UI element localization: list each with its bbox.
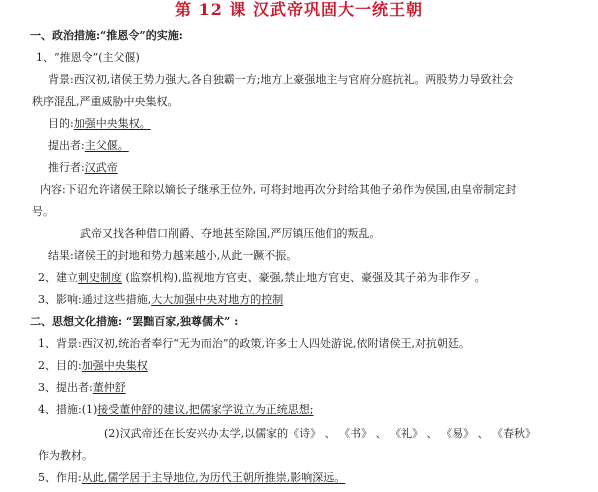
proposer-label: 提出者: xyxy=(48,139,85,152)
section-2-heading: 二、思想文化措施: “罢黜百家,独尊儒术” : xyxy=(30,315,239,328)
s2-purpose-value: 加强中央集权 xyxy=(81,359,148,372)
s2-proposer-line xyxy=(38,381,126,395)
background-paragraph-line-2: 秩序混乱,严重威胁中央集权。 xyxy=(32,95,179,108)
s2-measures-line-1 xyxy=(38,403,314,417)
content-paragraph-line-1 xyxy=(40,183,516,197)
section-1-sub-1: 1、“推恩令”(主父偃) xyxy=(36,51,140,64)
purpose-line xyxy=(48,117,151,131)
s2-measures-prefix: 4、措施:(1) xyxy=(38,403,98,416)
background-label: 背景: xyxy=(48,73,74,86)
s2-purpose-prefix: 2、目的: xyxy=(38,359,82,372)
item-2-line xyxy=(38,271,486,285)
section-1-heading: 一、政治措施:“推恩令”的实施: xyxy=(30,29,183,42)
result-text: 诸侯王的封地和势力越来越小,从此一蹶不振。 xyxy=(73,249,298,262)
s2-measures-line-2 xyxy=(104,427,536,441)
page-title: 第 12 课 汉武帝巩固大一统王朝 xyxy=(175,0,423,19)
promoter-label: 推行者: xyxy=(48,161,85,174)
purpose-label: 目的: xyxy=(48,117,74,130)
background-text: 西汉初,诸侯王势力强大,各自独霸一方;地方上豪强地主与官府分庭抗礼。两股势力导致社会 xyxy=(73,73,514,86)
background-paragraph-line-1 xyxy=(48,73,513,87)
s2-measures-1: 接受董仲舒的建议,把儒家学说立为正统思想; xyxy=(97,403,314,416)
promoter-line xyxy=(48,161,118,175)
s2-measures-line-3: 作为教材。 xyxy=(38,449,93,462)
content-text: 下诏允许诸侯王除以嫡长子继承王位外, 可将封地再次分封给其他子弟作为侯国,由皇帝制定封 xyxy=(65,183,517,196)
item-2-underlined: 刺史制度 xyxy=(78,271,122,284)
s2-proposer-prefix: 3、提出者: xyxy=(38,381,93,394)
purpose-value: 加强中央集权。 xyxy=(73,117,151,130)
item-3-prefix: 3、影响:通过这些措施, xyxy=(38,293,152,306)
s2-measures-2-prefix: (2) xyxy=(104,427,120,440)
s2-effect-value: 从此,儒学居于主导地位,为历代王朝所推崇,影响深远。 xyxy=(81,471,346,484)
s2-background-line: 1、背景:西汉初,统治者奉行“无为而治”的政策,许多士人四处游说,依附诸侯王,对抗朝廷。 xyxy=(38,337,470,350)
promoter-value: 汉武帝 xyxy=(84,161,118,174)
content-paragraph-line-2: 号。 xyxy=(32,205,54,218)
s2-proposer-value: 董仲舒 xyxy=(92,381,126,394)
extra-measures-line: 武帝又找各种借口削爵、夺地甚至除国,严厉镇压他们的叛乱。 xyxy=(80,227,381,240)
proposer-line xyxy=(48,139,129,153)
s2-purpose-line xyxy=(38,359,148,373)
content-label: 内容: xyxy=(40,183,66,196)
result-line xyxy=(48,249,297,263)
result-label: 结果: xyxy=(48,249,74,262)
item-3-underlined: 大大加强中央对地方的控制 xyxy=(151,293,284,306)
item-2-rest: (监察机构),监视地方官吏、豪强,禁止地方官吏、豪强及其子弟为非作歹 。 xyxy=(122,271,486,284)
item-2-prefix: 2、建立 xyxy=(38,271,78,284)
s2-effect-line xyxy=(38,471,345,485)
s2-measures-2: 汉武帝还在长安兴办太学,以儒家的《诗》 、 《书》 、 《礼》 、 《易》 、 《春秋》 xyxy=(119,427,537,440)
item-3-line xyxy=(38,293,283,307)
s2-effect-prefix: 5、作用: xyxy=(38,471,82,484)
proposer-value: 主父偃。 xyxy=(84,139,129,152)
